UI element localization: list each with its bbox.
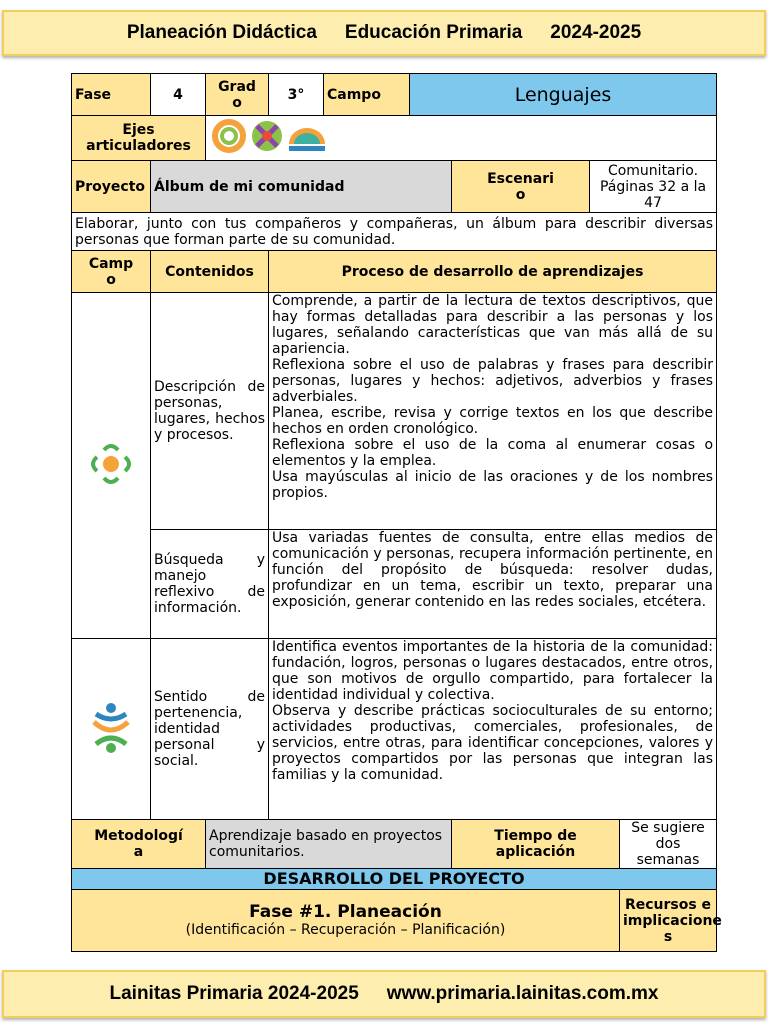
recursos-label: Recursos e implicacione s [620,890,717,952]
footer-banner [2,970,766,1018]
footer-url: www.primaria.lainitas.com.mx [386,983,659,1004]
proceso-cell: Usa variadas fuentes de consulta, entre ellas medios de comunicación y personas, recupera información pertinente, en función del propósito de búsqueda: resolver dudas, profundizar en un tema, escribir un texto, preparar una exposición, generar contenido en las redes sociales, etcétera. [269,530,717,639]
ejes-icon-set [209,116,349,156]
planeacion-table [71,73,722,952]
ejes-icons [206,116,717,161]
pensamiento-critico-icon [289,128,325,151]
proceso-cell: Comprende, a partir de la lectura de textos descriptivos, que hay formas detalladas para describir a las personas y los lugares, señalando características que van más allá de su apariencia. Reflexiona sobre el uso de palabras y frases para describir personas, lugares y hechos: adjetivos, adverbios y frases adverbiales. Planea, escribe, revisa y corrige textos en los que describe hechos en orden cronológico. Reflexiona sobre el uso de la coma al enumerar cosas o elementos y la emplea. Usa mayúsculas al inicio de las oraciones y de los nombres propios. [269,293,717,530]
contenido-cell: Descripción de personas, lugares, hechos y procesos. [151,293,269,530]
tiempo-label: Tiempo de aplicación [452,820,620,869]
metodologia-value: Aprendizaje basado en proyectos comunitarios. [206,820,452,869]
fase-planeacion-title: Fase #1. Planeación [249,902,442,922]
grado-label: Grad o [206,74,269,116]
proyecto-value: Álbum de mi comunidad [151,161,452,213]
escenario-label: Escenari o [452,161,590,213]
contenido-cell: Búsqueda y manejo reflexivo de información. [151,530,269,639]
campo-humano-cell [72,639,151,820]
desarrollo-title: DESARROLLO DEL PROYECTO [72,869,717,890]
lenguajes-icon [86,438,136,490]
proceso-cell: Identifica eventos importantes de la historia de la comunidad: fundación, logros, personas o lugares destacados, entre otros, que son motivos de orgullo compartido, para fortalecer la identidad individual y colectiva. Observa y describe prácticas socioculturales de su entorno; actividades productivas, comerciales, profesionales, de servicios, entre otras, para identificar concepciones, valores y proyectos compartidos por las personas que integran las familias y la comunidad. [269,639,717,820]
tiempo-value: Se sugiere dos semanas [620,820,717,869]
fase-planeacion-subtitle: (Identificación – Recuperación – Planificación) [185,922,506,938]
escenario-value: Comunitario. Páginas 32 a la 47 [590,161,717,213]
interculturalidad-icon [252,121,282,151]
fase-label: Fase [72,74,151,116]
grado-value: 3° [269,74,324,116]
proyecto-label: Proyecto [72,161,151,213]
contenido-cell: Sentido de pertenencia, identidad personal y social. [151,639,269,820]
campo-lenguajes-cell [72,293,151,639]
metodologia-label: Metodologí a [72,820,206,869]
contenidos-column-header: Contenidos [151,251,269,293]
header-banner [2,10,766,56]
campo-column-header: Camp o [72,251,151,293]
ejes-label: Ejes articuladores [72,116,206,161]
header-year: 2024-2025 [550,22,642,43]
de-lo-humano-y-lo-comunitario-icon [86,700,136,754]
footer-brand: Lainitas Primaria 2024-2025 [109,983,359,1004]
header-level: Educación Primaria [344,22,523,43]
fase-planeacion-cell [72,890,620,952]
header-title: Planeación Didáctica [126,22,317,43]
campo-value: Lenguajes [410,74,717,116]
inclusion-icon [215,122,243,150]
fase-value: 4 [151,74,206,116]
campo-label: Campo [324,74,410,116]
proceso-column-header: Proceso de desarrollo de aprendizajes [269,251,717,293]
project-description: Elaborar, junto con tus compañeros y compañeras, un álbum para describir diversas personas que forman parte de su comunidad. [72,213,717,251]
